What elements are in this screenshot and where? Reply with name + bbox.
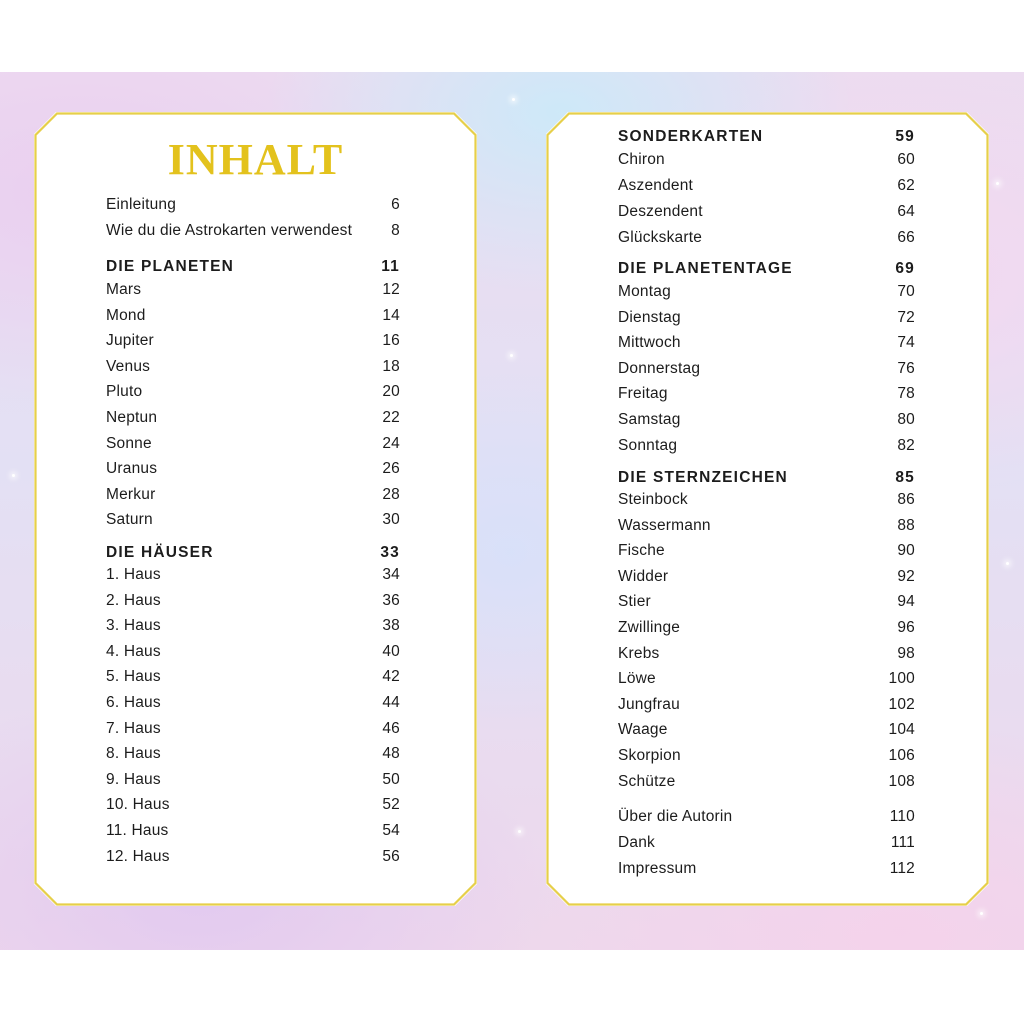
toc-entry [618, 177, 915, 195]
toc-entry-label: Krebs [618, 644, 660, 662]
section-heading [618, 128, 915, 146]
toc-entry-page: 64 [897, 203, 915, 220]
toc-entry-page: 88 [897, 516, 915, 534]
toc-entry [618, 808, 915, 826]
toc-entry-label: 12. Haus [106, 847, 170, 865]
toc-entry [618, 309, 915, 327]
toc-entry-page: 16 [382, 332, 400, 350]
toc-entry [106, 196, 400, 214]
page-spread [0, 72, 1024, 950]
toc-entry-page: 30 [382, 511, 400, 529]
toc-entry-page: 96 [897, 619, 915, 636]
toc-entry [106, 643, 400, 661]
toc-entry-label: Zwillinge [618, 619, 681, 636]
toc-entry [106, 222, 400, 240]
toc-entry [618, 151, 915, 169]
toc-entry-page: 14 [382, 306, 400, 324]
toc-entry-label: 4. Haus [106, 642, 161, 660]
toc-entry-label: Steinbock [618, 491, 688, 508]
toc-entry-page: 60 [897, 151, 915, 168]
toc-entry-label: Uranus [106, 460, 158, 478]
toc-entry-page: 38 [382, 617, 400, 635]
toc-entry-label: 3. Haus [106, 617, 161, 635]
toc-entry [618, 283, 915, 301]
toc-entry-page: 20 [382, 383, 400, 401]
toc-entry [106, 771, 400, 789]
toc-entry [106, 745, 400, 763]
toc-entry-label: Sonntag [618, 436, 678, 454]
toc-entry-page: 42 [382, 668, 400, 686]
sparkle-icon [1006, 562, 1009, 565]
toc-entry-label: Donnerstag [618, 359, 701, 377]
toc-entry [618, 411, 915, 429]
toc-entry-page: 108 [888, 772, 915, 790]
toc-entry-page: 36 [382, 591, 400, 609]
toc-entry [618, 517, 915, 535]
toc-entry-label: Widder [618, 567, 669, 585]
section-heading [106, 258, 400, 276]
toc-entry-label: Mond [106, 306, 146, 324]
sparkle-icon [996, 182, 999, 185]
section-heading-page: 85 [895, 469, 915, 486]
toc-entry-label: Deszendent [618, 203, 703, 220]
toc-entry-label: Merkur [106, 485, 156, 503]
toc-entry [106, 566, 400, 584]
toc-entry [106, 720, 400, 738]
toc-entry-label: Montag [618, 283, 671, 300]
toc-entry-label: Mittwoch [618, 334, 681, 352]
toc-entry-page: 40 [382, 642, 400, 660]
toc-entry-page: 110 [889, 808, 915, 825]
section-heading-page: 69 [895, 260, 915, 277]
sparkle-icon [510, 354, 513, 357]
section-heading [618, 260, 915, 278]
toc-entry-label: Über die Autorin [618, 808, 733, 825]
toc-entry-label: Glückskarte [618, 229, 703, 246]
toc-entry-label: Skorpion [618, 747, 681, 764]
toc-entry-page: 46 [382, 719, 400, 737]
toc-entry-page: 106 [888, 747, 915, 764]
toc-entry-page: 82 [897, 436, 915, 454]
toc-entry [618, 670, 915, 688]
toc-entry-page: 26 [382, 460, 400, 478]
sparkle-icon [12, 474, 15, 477]
toc-entry-page: 66 [897, 229, 915, 246]
toc-entry-page: 100 [888, 670, 915, 688]
toc-entry-label: Impressum [618, 860, 697, 877]
toc-entry-page: 111 [890, 834, 915, 851]
page-title: INHALT [167, 135, 344, 184]
toc-entry-label: Jungfrau [618, 695, 680, 713]
toc-entry [106, 460, 400, 478]
toc-entry-page: 12 [382, 281, 400, 298]
toc-entry-label: Waage [618, 721, 668, 739]
section-heading-label: DIE HÄUSER [106, 544, 214, 561]
toc-entry-page: 78 [897, 385, 915, 403]
toc-entry-label: Jupiter [106, 332, 154, 350]
toc-entry [106, 822, 400, 840]
toc-entry [106, 281, 400, 299]
toc-entry-label: Chiron [618, 151, 665, 168]
toc-entry-page: 56 [382, 847, 400, 865]
right-card [546, 112, 989, 906]
toc-entry-page: 8 [391, 222, 400, 239]
toc-entry [618, 645, 915, 663]
toc-entry-page: 50 [382, 770, 400, 788]
toc-entry-page: 28 [382, 485, 400, 503]
toc-entry-page: 6 [391, 196, 400, 213]
toc-entry-page: 48 [382, 745, 400, 763]
sparkle-icon [512, 98, 515, 101]
toc-entry-page: 86 [897, 491, 915, 508]
toc-entry-page: 92 [897, 567, 915, 585]
section-heading-label: SONDERKARTEN [618, 128, 764, 145]
toc-entry [618, 619, 915, 637]
toc-entry-page: 94 [897, 593, 915, 611]
toc-entry-label: Sonne [106, 434, 152, 452]
toc-entry-label: 7. Haus [106, 719, 161, 737]
toc-entry [618, 334, 915, 352]
toc-entry [106, 383, 400, 401]
section-heading-label: DIE STERNZEICHEN [618, 469, 788, 486]
toc-entry-label: Löwe [618, 670, 656, 688]
toc-entry-page: 80 [897, 411, 915, 428]
toc-entry [106, 511, 400, 529]
toc-entry-label: 10. Haus [106, 796, 170, 814]
sparkle-icon [518, 830, 521, 833]
toc-entry [106, 332, 400, 350]
toc-entry-label: Neptun [106, 409, 158, 426]
toc-entry-page: 34 [382, 566, 400, 583]
section-heading-label: DIE PLANETEN [106, 258, 235, 275]
toc-entry [618, 721, 915, 739]
toc-entry [106, 617, 400, 635]
toc-entry-page: 70 [897, 283, 915, 300]
toc-entry-label: 9. Haus [106, 770, 161, 788]
toc-entry-page: 18 [382, 357, 400, 375]
toc-entry [106, 592, 400, 610]
toc-entry-page: 98 [897, 644, 915, 662]
toc-left [34, 112, 477, 906]
section-heading [618, 469, 915, 487]
toc-entry-page: 102 [888, 695, 915, 713]
toc-entry [618, 568, 915, 586]
toc-entry [106, 848, 400, 866]
section-heading-page: 33 [380, 544, 400, 561]
toc-entry [618, 696, 915, 714]
toc-entry-label: Dienstag [618, 308, 681, 326]
toc-entry-label: 11. Haus [106, 822, 169, 839]
toc-entry [618, 747, 915, 765]
toc-entry-label: Wassermann [618, 516, 711, 534]
toc-entry [618, 229, 915, 247]
toc-entry [618, 491, 915, 509]
toc-entry [106, 694, 400, 712]
toc-entry-page: 104 [888, 721, 915, 739]
toc-entry-page: 22 [382, 409, 400, 426]
toc-entry-label: Samstag [618, 411, 681, 428]
toc-entry [618, 203, 915, 221]
toc-entry-page: 76 [897, 359, 915, 377]
toc-entry-label: 2. Haus [106, 591, 161, 609]
section-heading-label: DIE PLANETENTAGE [618, 260, 793, 277]
left-card [34, 112, 477, 906]
toc-entry [106, 307, 400, 325]
toc-entry [618, 437, 915, 455]
toc-entry-label: Schütze [618, 772, 676, 790]
toc-entry-label: 6. Haus [106, 694, 161, 711]
toc-entry [106, 358, 400, 376]
toc-entry-label: Mars [106, 281, 142, 298]
toc-entry-label: Dank [618, 834, 655, 851]
section-heading-page: 59 [895, 128, 915, 145]
toc-entry-label: Saturn [106, 511, 153, 529]
sparkle-icon [980, 912, 983, 915]
toc-entry-label: 5. Haus [106, 668, 161, 686]
toc-entry-page: 24 [382, 434, 400, 452]
toc-right [546, 112, 989, 906]
toc-entry-label: Pluto [106, 383, 143, 401]
toc-entry-label: Freitag [618, 385, 668, 403]
toc-entry [106, 796, 400, 814]
toc-entry [618, 542, 915, 560]
toc-entry [618, 834, 915, 852]
toc-entry-label: 8. Haus [106, 745, 161, 763]
toc-entry-label: 1. Haus [106, 566, 161, 583]
toc-entry-page: 62 [897, 177, 915, 194]
toc-entry-page: 72 [897, 308, 915, 326]
toc-entry-page: 112 [889, 860, 915, 877]
toc-entry [618, 773, 915, 791]
toc-entry-page: 90 [897, 542, 915, 560]
toc-entry-page: 74 [897, 334, 915, 352]
toc-entry-label: Stier [618, 593, 651, 611]
toc-entry-page: 52 [382, 796, 400, 814]
toc-entry [618, 860, 915, 878]
toc-entry-label: Fische [618, 542, 665, 560]
toc-entry [618, 593, 915, 611]
toc-entry-page: 54 [382, 822, 400, 839]
toc-entry [106, 435, 400, 453]
toc-entry-label: Einleitung [106, 196, 177, 213]
toc-entry [106, 668, 400, 686]
section-heading-page: 11 [381, 258, 400, 275]
toc-entry [106, 409, 400, 427]
toc-entry-label: Wie du die Astrokarten verwendest [106, 222, 353, 239]
section-heading [106, 544, 400, 562]
toc-entry-label: Aszendent [618, 177, 694, 194]
toc-entry [618, 360, 915, 378]
toc-entry-label: Venus [106, 357, 151, 375]
toc-entry [618, 385, 915, 403]
toc-entry-page: 44 [382, 694, 400, 711]
toc-entry [106, 486, 400, 504]
